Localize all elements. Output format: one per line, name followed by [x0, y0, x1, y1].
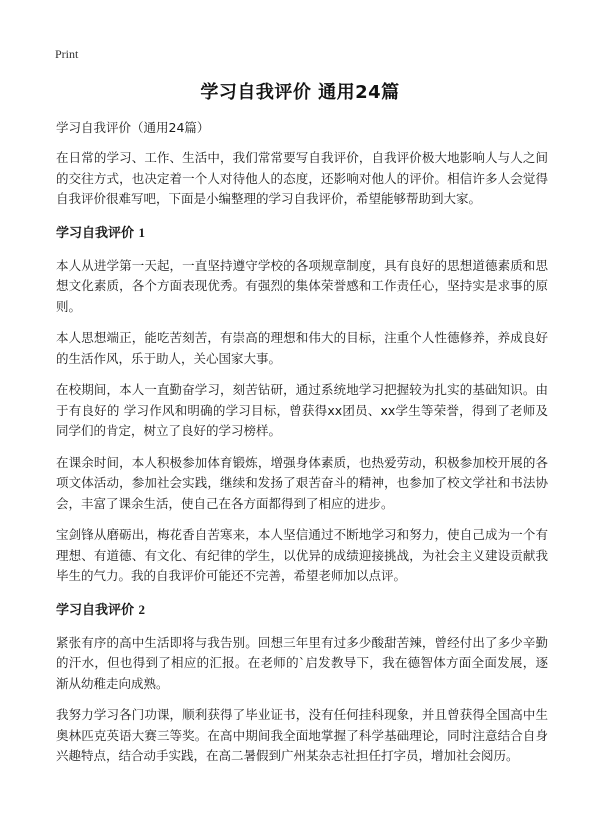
- body-paragraph: 我努力学习各门功课，顺利获得了毕业证书，没有任何挂科现象，并且曾获得全国高中生奥林匹克英语大赛三等奖。在高中期间我全面地掌握了科学基础理论，同时注意结合自身兴趣特点，结合动手实践，在高二暑假到广州某杂志社担任打字员，增加社会阅历。: [56, 707, 548, 763]
- section-heading: [56, 224, 548, 243]
- intro-paragraph: 在日常的学习、工作、生活中，我们常常要写自我评价，自我评价极大地影响人与人之间的交往方式，也决定着一个人对待他人的态度，还影响对他人的评价。相信许多人会觉得自我评价很难写吧，下面是小编整理的学习自我评价，希望能够帮助到大家。: [56, 150, 548, 206]
- body-paragraph: 在校期间，本人一直勤奋学习，刻苦钻研，通过系统地学习把握较为扎实的基础知识。由于有良好的 学习作风和明确的学习目标，曾获得xx团员、xx学生等荣誉，得到了老师及同学们的肯定，树立了良好的学习榜样。: [56, 382, 548, 438]
- section-heading-number: 1: [138, 224, 146, 240]
- body-paragraph: 宝剑锋从磨砺出，梅花香自苦寒来，本人坚信通过不断地学习和努力，使自己成为一个有理想、有道德、有文化、有纪律的学生，以优异的成绩迎接挑战，为社会主义建设贡献我毕生的气力。我的自我评价可能还不完善，希望老师加以点评。: [56, 527, 548, 583]
- body-paragraph: 在课余时间，本人积极参加体育锻炼，增强身体素质，也热爱劳动，积极参加校开展的各项文体活动，参加社会实践，继续和发扬了艰苦奋斗的精神，也参加了校文学社和书法协会，丰富了课余生活，使自己在各方面都得到了相应的进步。: [56, 454, 548, 511]
- section-heading-number: 2: [138, 601, 146, 617]
- document-subtitle: 学习自我评价（通用24篇）: [56, 120, 210, 135]
- body-paragraph: 本人从进学第一天起，一直坚持遵守学校的各项规章制度，具有良好的思想道德素质和思想文化素质，各个方面表现优秀。有强烈的集体荣誉感和工作责任心，坚持实是求事的原则。: [56, 257, 548, 314]
- section-heading-text: 学习自我评价: [56, 602, 135, 618]
- print-label[interactable]: Print: [55, 47, 79, 61]
- body-paragraph: 紧张有序的高中生活即将与我告别。回想三年里有过多少酸甜苦辣，曾经付出了多少辛勤的汗水，但也得到了相应的汇报。在老师的`启发教导下，我在德智体方面全面发展，逐渐从幼稚走向成熟。: [56, 634, 548, 691]
- document-body: [56, 118, 548, 778]
- page-title: 学习自我评价 通用24篇: [200, 82, 400, 103]
- section-heading: [56, 601, 548, 620]
- body-paragraph: 本人思想端正，能吃苦刻苦，有崇高的理想和伟大的目标，注重个人性德修养，养成良好的生活作风，乐于助人，关心国家大事。: [56, 330, 548, 366]
- section-heading-text: 学习自我评价: [56, 225, 135, 241]
